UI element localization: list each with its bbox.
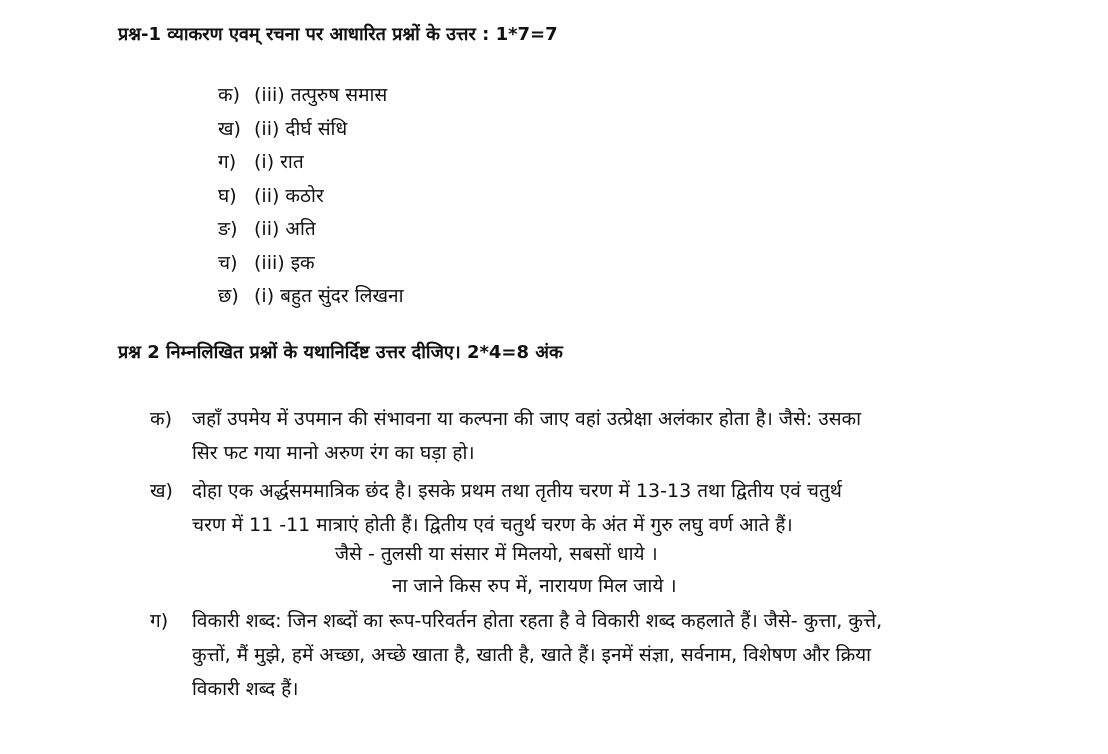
answer-line: सिर फट गया मानो अरुण रंग का घड़ा हो। — [192, 442, 475, 464]
answer-text: (i) रात — [254, 151, 304, 173]
answer-marker: च) — [218, 251, 238, 274]
answer-marker: घ) — [218, 184, 237, 207]
answer-text: (iii) इक — [254, 251, 315, 274]
answer-text: (ii) दीर्घ संधि — [254, 117, 348, 140]
answer-marker: ग) — [218, 151, 237, 173]
answer-line: विकारी शब्द हैं। — [192, 678, 299, 700]
list-item — [218, 214, 404, 248]
answer-marker: ख) — [150, 480, 173, 502]
list-item — [218, 181, 404, 215]
answer-line: कुत्तों, मैं मुझे, हमें अच्छा, अच्छे खाता है, खाती है, खाते हैं। इनमें संज्ञा, सर्वनाम, विशेषण और क्रिया — [192, 644, 872, 666]
answer-marker: ङ) — [218, 218, 238, 240]
answer-marker: क) — [150, 408, 173, 430]
question-2-answer-ka — [150, 402, 1050, 470]
list-item — [218, 114, 404, 148]
answer-text: (ii) अति — [254, 218, 316, 240]
answer-text: (iii) तत्पुरुष समास — [254, 84, 388, 106]
answer-line: दोहा एक अर्द्धसममात्रिक छंद है। इसके प्रथम तथा तृतीय चरण में 13-13 तथा द्वितीय एवं चतुर्थ — [192, 480, 842, 502]
answer-line: विकारी शब्द: जिन शब्दों का रूप-परिवर्तन होता रहता है वे विकारी शब्द कहलाते हैं। जैसे- कुत्ता, कुत्ते, — [192, 610, 883, 632]
answer-line: चरण में 11 -11 मात्राएं होती हैं। द्वितीय एवं चतुर्थ चरण के अंत में गुरु लघु वर्ण आते हैं। — [192, 514, 793, 536]
list-item — [218, 281, 404, 315]
question-1-heading: प्रश्न-1 व्याकरण एवम् रचना पर आधारित प्रश्नों के उत्तर : 1*7=7 — [118, 24, 558, 45]
answer-marker: क) — [218, 84, 241, 106]
question-2-answer-kha — [150, 474, 1050, 542]
doha-example-line-1: जैसे - तुलसी या संसार में मिलयो, सबसों धाये । — [335, 543, 658, 565]
doha-example-line-2: ना जाने किस रुप में, नारायण मिल जाये । — [392, 575, 677, 597]
answer-marker: छ) — [218, 285, 239, 307]
list-item — [218, 248, 404, 282]
question-2-heading: प्रश्न 2 निम्नलिखित प्रश्नों के यथानिर्दिष्ट उत्तर दीजिए। 2*4=8 अंक — [118, 342, 563, 363]
question-1-answer-list — [218, 80, 404, 315]
question-2-answer-ga — [150, 604, 1050, 706]
list-item — [218, 80, 404, 114]
answer-text: (ii) कठोर — [254, 184, 324, 207]
answer-marker: ख) — [218, 117, 241, 140]
list-item — [218, 147, 404, 181]
answer-text: (i) बहुत सुंदर लिखना — [254, 285, 404, 307]
answer-line: जहाँ उपमेय में उपमान की संभावना या कल्पना की जाए वहां उत्प्रेक्षा अलंकार होता है। जैसे: उसका — [192, 408, 862, 430]
answer-marker: ग) — [150, 610, 169, 632]
